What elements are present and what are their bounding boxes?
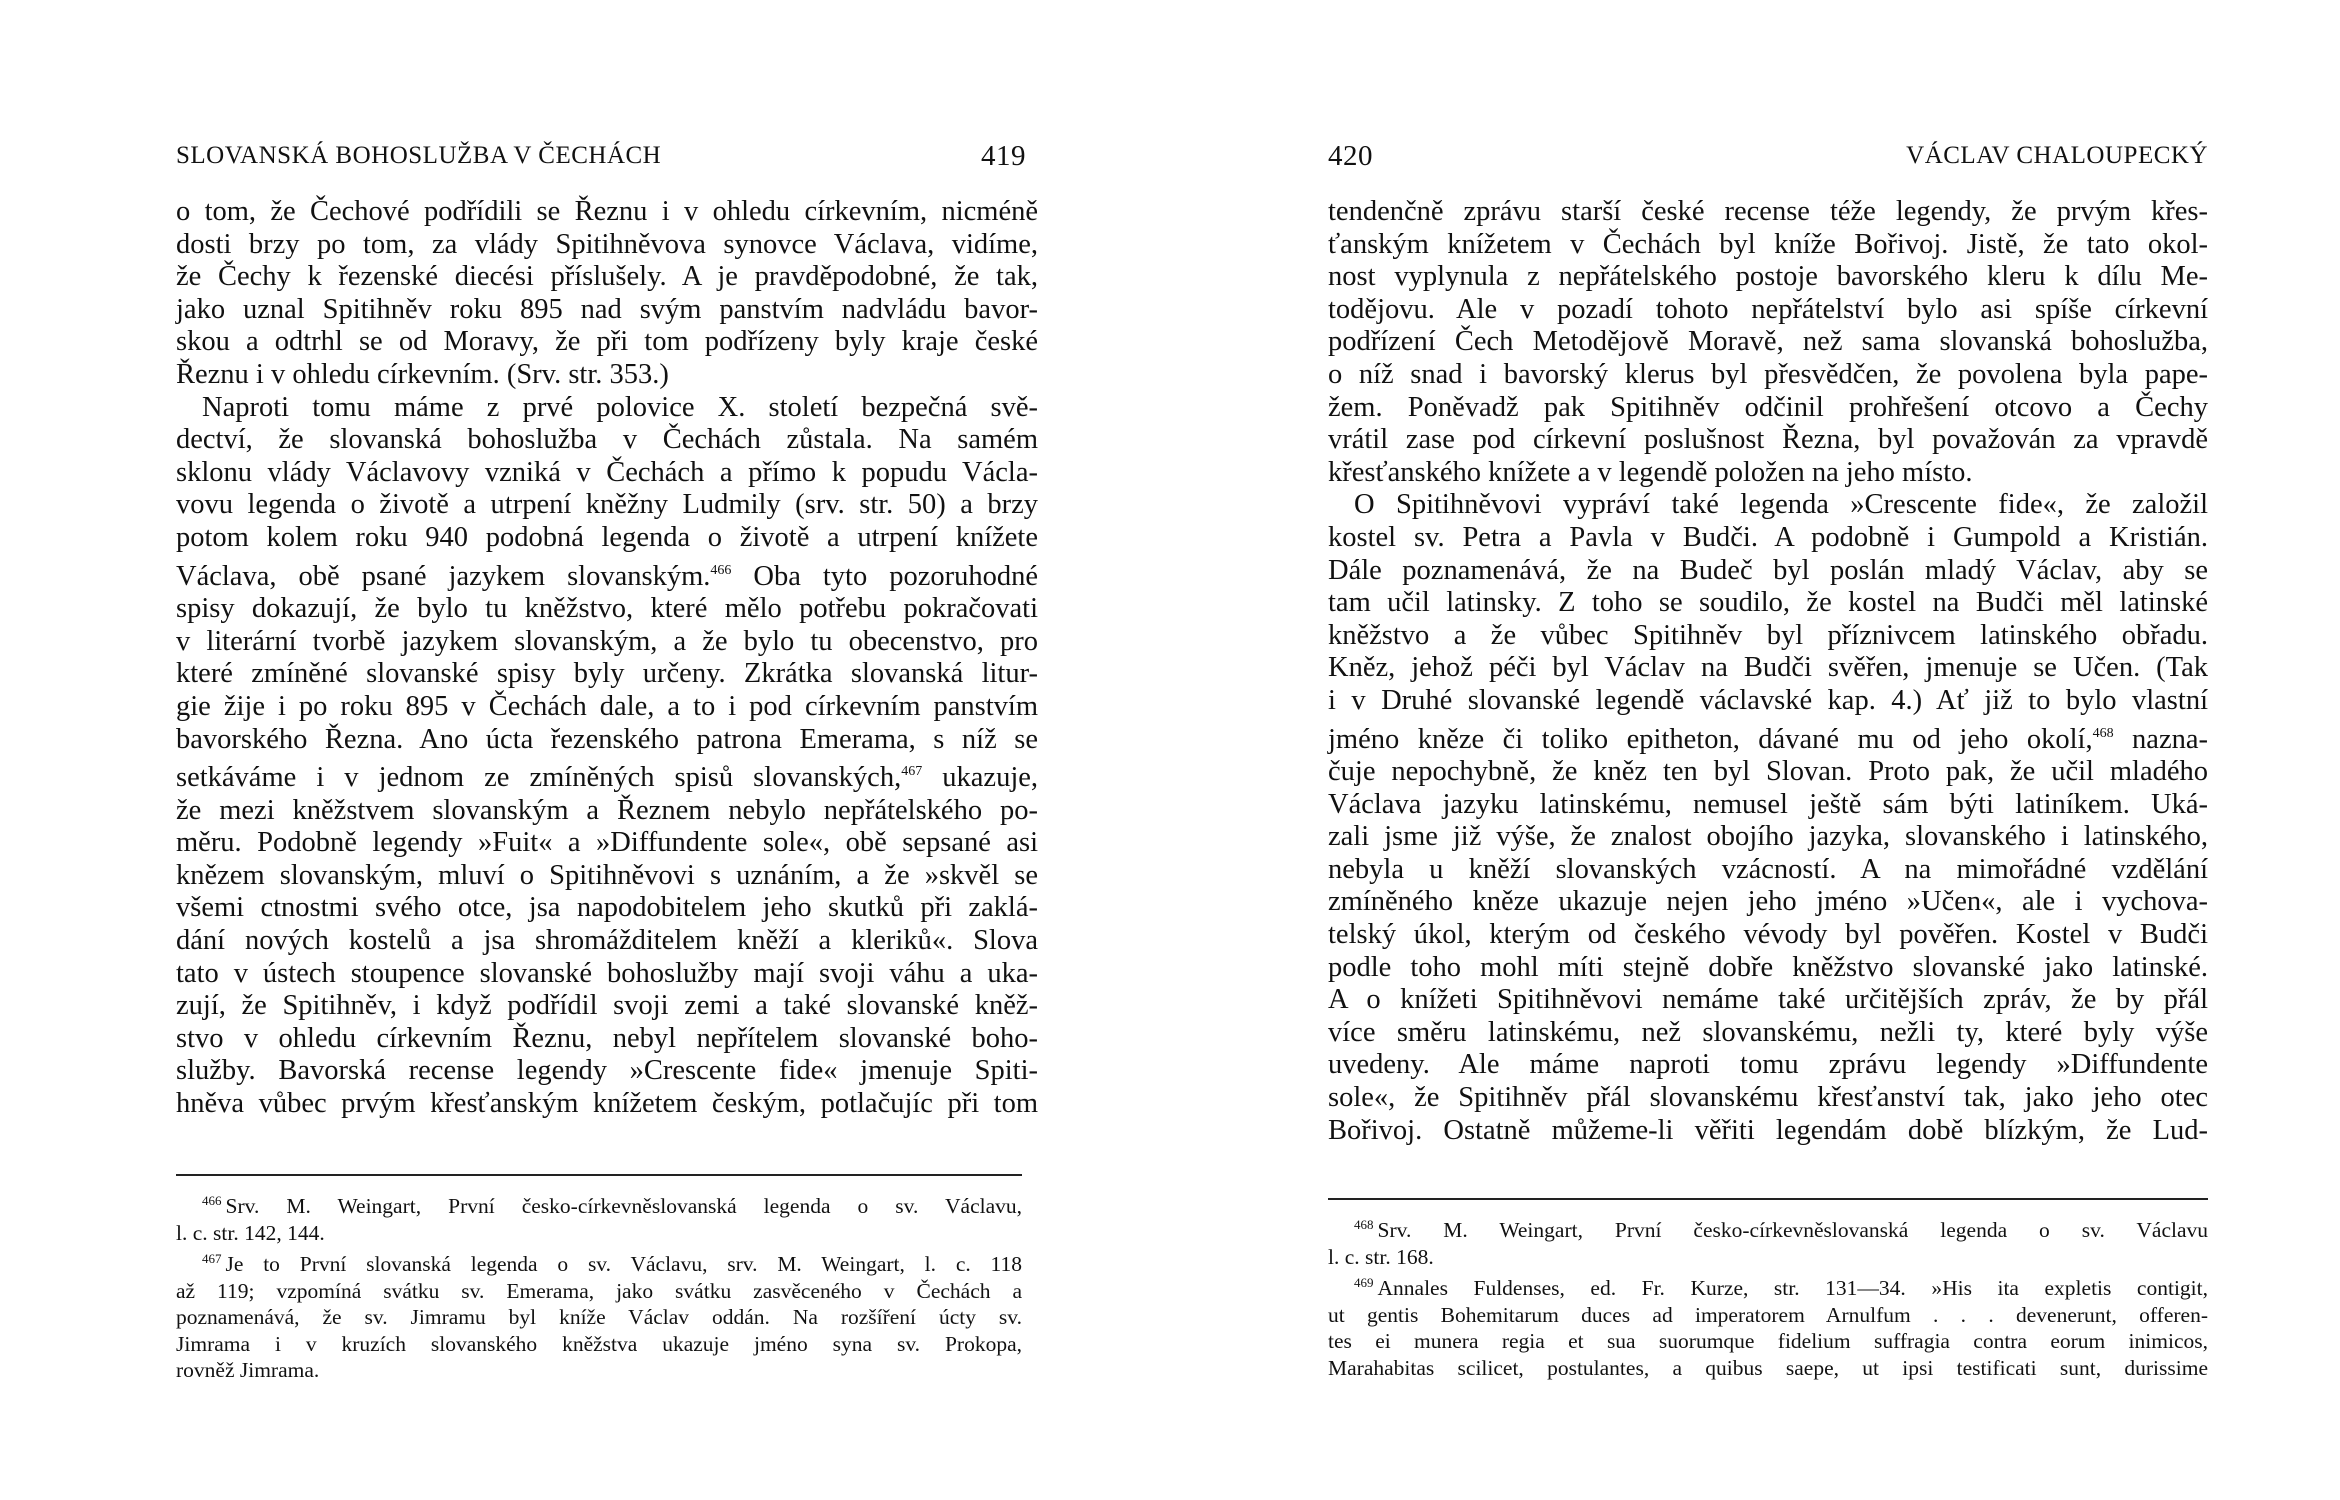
footnote-line xyxy=(1328,1244,2208,1271)
line-text: dectví, že slovanská bohoslužba v Čechách zůstala. Na samém xyxy=(176,424,1038,456)
text-line xyxy=(176,424,1038,457)
text-line xyxy=(176,892,1038,925)
text-line xyxy=(1328,652,2208,685)
right-page xyxy=(1328,0,2208,1500)
footnote-line xyxy=(1328,1302,2208,1329)
text-line xyxy=(1328,789,2208,822)
text-line xyxy=(1328,359,2208,392)
text-line xyxy=(1328,457,2208,490)
line-text: Dále poznamenává, že na Budeč byl poslán mladý Václav, aby se xyxy=(1328,554,2208,586)
text-line xyxy=(176,457,1038,490)
text-line xyxy=(1328,392,2208,425)
text-line xyxy=(176,555,1038,594)
text-line xyxy=(176,756,1038,795)
line-text: gie žije i po roku 895 v Čechách dale, a to i pod církevním panstvím xyxy=(176,690,1038,722)
text-line xyxy=(176,1088,1038,1121)
line-text: l. c. str. 168. xyxy=(1328,1244,1434,1269)
text-line xyxy=(1328,854,2208,887)
text-line xyxy=(1328,1017,2208,1050)
line-text: nebyla u kněží slovanských vzácností. A na mimořádné vzdělání xyxy=(1328,853,2208,885)
footnote-line xyxy=(176,1331,1022,1358)
line-text: dání nových kostelů a jsa shromážditelem kněží a kleriků«. Slova xyxy=(176,925,1038,957)
footnote-reference: 466 xyxy=(710,562,732,578)
text-line xyxy=(176,294,1038,327)
running-header xyxy=(1328,142,2208,178)
text-line xyxy=(176,1023,1038,1056)
line-text: až 119; vzpomíná svátku sv. Emerama, jako svátku zasvěceného v Čechách a xyxy=(176,1278,1022,1303)
line-text: žem. Poněvadž pak Spitihněv odčinil prohřešení otcovo a Čechy xyxy=(1328,391,2208,423)
line-text: o tom, že Čechové podřídili se Řeznu i v ohledu církevním, nicméně xyxy=(176,196,1038,227)
line-text: Srv. M. Weingart, První česko-církevněslovanská legenda o sv. Václavu, xyxy=(225,1194,1022,1218)
page-number: 419 xyxy=(981,140,1026,172)
text-line xyxy=(1328,685,2208,718)
line-text: že mezi kněžstvem slovanským a Řeznem nebylo nepřátelského po- xyxy=(176,794,1038,826)
text-line xyxy=(1328,952,2208,985)
text-line xyxy=(1328,756,2208,789)
text-line xyxy=(1328,424,2208,457)
footnote-reference: 467 xyxy=(901,764,923,780)
text-line xyxy=(176,1055,1038,1088)
line-text: spisy dokazují, že bylo tu kněžstvo, které mělo potřebu pokračovati xyxy=(176,593,1038,625)
line-text: podřízení Čech Metodějově Moravě, než sama slovanská bohoslužba, xyxy=(1328,326,2208,358)
line-text: zmíněného kněze ukazuje nejen jeho jméno »Učen«, ale i vychova- xyxy=(1328,886,2208,918)
text-line xyxy=(176,925,1038,958)
line-text: jméno kněze či toliko epitheton, dávané mu od jeho okolí, xyxy=(1328,723,2093,755)
text-line xyxy=(1328,555,2208,588)
footnote-line xyxy=(1328,1355,2208,1382)
line-text: hněva vůbec prvým křesťanským knížetem českým, potlačujíc při tom xyxy=(176,1088,1038,1120)
line-text: potom kolem roku 940 podobná legenda o životě a utrpení knížete xyxy=(176,521,1038,553)
line-text: podle toho mohl míti stejně dobře kněžstvo slovanské jako latinské. xyxy=(1328,951,2208,983)
text-line xyxy=(1328,522,2208,555)
line-text: Řeznu i v ohledu církevním. (Srv. str. 353.) xyxy=(176,358,669,390)
footnote-reference: 468 xyxy=(2092,725,2114,741)
left-page xyxy=(176,0,1038,1500)
line-text: dosti brzy po tom, za vlády Spitihněvova synovce Václava, vidíme, xyxy=(176,228,1038,260)
line-text: křesťanského knížete a v legendě položen na jeho místo. xyxy=(1328,456,1973,488)
line-text: zali jsme již výše, že znalost obojího jazyka, slovanského i latinského, xyxy=(1328,821,2208,853)
line-text: telský úkol, kterým od českého vévody byl pověřen. Kostel v Budči xyxy=(1328,919,2208,951)
line-text: všemi ctnostmi svého otce, jsa napodobitelem jeho skutků při zaklá- xyxy=(176,892,1038,924)
line-text: todějovu. Ale v pozadí tohoto nepřátelství bylo asi spíše církevní xyxy=(1328,293,2208,325)
line-text: tes ei munera regia et sua suorumque fidelium suffragia contra eorum inimicos, xyxy=(1328,1329,2208,1353)
footnote-number: 468 xyxy=(1354,1217,1374,1232)
footnote-line xyxy=(176,1278,1022,1305)
line-text: setkáváme i v jednom ze zmíněných spisů slovanských, xyxy=(176,762,902,794)
footnote-line xyxy=(1328,1212,2208,1244)
text-line xyxy=(1328,1082,2208,1115)
text-line xyxy=(176,392,1038,425)
text-line xyxy=(176,795,1038,828)
text-line xyxy=(176,658,1038,691)
text-line xyxy=(1328,1115,2208,1148)
line-text: Je to První slovanská legenda o sv. Václavu, srv. M. Weingart, l. c. 118 xyxy=(225,1252,1022,1276)
line-text: stvo v ohledu církevním Řeznu, nebyl nepřítelem slovanské boho- xyxy=(176,1022,1038,1054)
footnotes xyxy=(1328,1212,2208,1381)
line-text: více směru latinskému, než slovanskému, nežli ty, které byly výše xyxy=(1328,1016,2208,1048)
line-text: i v Druhé slovanské legendě václavské kap. 4.) Ať již to bylo vlastní xyxy=(1328,684,2208,716)
text-line xyxy=(1328,718,2208,757)
page-number: 420 xyxy=(1328,140,1373,172)
text-line xyxy=(176,593,1038,626)
line-text: tam učil latinsky. Z toho se soudilo, že kostel na Budči měl latinské xyxy=(1328,587,2208,619)
line-text: ut gentis Bohemitarum duces ad imperatorem Arnulfum . . . devenerunt, offeren- xyxy=(1328,1302,2208,1327)
text-line xyxy=(176,196,1038,229)
line-text: které zmíněné slovanské spisy byly určeny. Zkrátka slovanská litur- xyxy=(176,658,1038,690)
text-line xyxy=(176,522,1038,555)
line-text: vrátil zase pod církevní poslušnost Řezna, byl považován za vpravdě xyxy=(1328,424,2208,456)
line-text: vovu legenda o životě a utrpení kněžny Ludmily (srv. str. 50) a brzy xyxy=(176,489,1038,521)
line-text: v literární tvorbě jazykem slovanským, a že bylo tu obecenstvo, pro xyxy=(176,625,1038,657)
line-text: měru. Podobně legendy »Fuit« a »Diffundente sole«, obě sepsané asi xyxy=(176,827,1038,859)
line-text: sklonu vlády Václavovy vzniká v Čechách a přímo k popudu Václa- xyxy=(176,456,1038,488)
line-text: tato v ústech stoupence slovanské bohoslužby mají svoji váhu a uka- xyxy=(176,957,1038,989)
line-text: bavorského Řezna. Ano úcta řezenského patrona Emerama, s níž se xyxy=(176,723,1038,755)
footnote-line xyxy=(1328,1328,2208,1355)
text-line xyxy=(1328,620,2208,653)
line-text: l. c. str. 142, 144. xyxy=(176,1220,325,1245)
line-text: služby. Bavorská recense legendy »Crescente fide« jmenuje Spiti- xyxy=(176,1055,1038,1087)
running-head-title: SLOVANSKÁ BOHOSLUŽBA V ČECHÁCH xyxy=(176,142,662,169)
line-text: že Čechy k řezenské diecési příslušely. A je pravděpodobné, že tak, xyxy=(176,261,1038,293)
text-line xyxy=(1328,1049,2208,1082)
text-line xyxy=(1328,229,2208,262)
line-text: rovněž Jimrama. xyxy=(176,1358,320,1382)
text-line xyxy=(176,326,1038,359)
line-text: nost vyplynula z nepřátelského postoje bavorského kleru k dílu Me- xyxy=(1328,261,2208,293)
text-line xyxy=(1328,886,2208,919)
text-line xyxy=(1328,196,2208,229)
footnote-rule xyxy=(1328,1198,2208,1200)
footnote-line xyxy=(176,1357,1022,1384)
text-line xyxy=(1328,919,2208,952)
line-text: Oba tyto pozoruhodné xyxy=(731,560,1039,592)
line-text: Václava, obě psané jazykem slovanským. xyxy=(176,560,711,592)
line-text: O Spitihněvovi vypráví také legenda »Crescente fide«, že založil xyxy=(1354,489,2208,521)
footnotes xyxy=(176,1188,1022,1384)
text-line xyxy=(176,359,1038,392)
line-text: Naproti tomu máme z prvé polovice X. století bezpečná svě- xyxy=(202,391,1038,423)
line-text: jako uznal Spitihněv roku 895 nad svým panstvím nadvládu bavor- xyxy=(176,293,1038,325)
text-line xyxy=(176,626,1038,659)
text-line xyxy=(176,724,1038,757)
line-text: kněžstvo a že vůbec Spitihněv byl příznivcem latinského obřadu. xyxy=(1328,619,2208,651)
line-text: skou a odtrhl se od Moravy, že při tom podřízeny byly kraje české xyxy=(176,326,1038,358)
line-text: Marahabitas scilicet, postulantes, a quibus saepe, ut ipsi testificati sunt, durissime xyxy=(1328,1355,2208,1380)
footnote-number: 467 xyxy=(202,1251,222,1266)
line-text: Jimrama i v kruzích slovanského kněžstva ukazuje jméno syna sv. Prokopa, xyxy=(176,1331,1022,1356)
line-text: uvedeny. Ale máme naproti tomu zprávu legendy »Diffundente xyxy=(1328,1049,2208,1081)
line-text: Kněz, jehož péči byl Václav na Budči svěřen, jmenuje se Učen. (Tak xyxy=(1328,652,2208,684)
text-line xyxy=(1328,489,2208,522)
line-text: Srv. M. Weingart, První česko-církevněslovanská legenda o sv. Václavu xyxy=(1377,1218,2208,1242)
line-text: ukazuje, xyxy=(922,762,1039,794)
text-line xyxy=(176,691,1038,724)
footnote-rule xyxy=(176,1174,1022,1176)
text-line xyxy=(176,827,1038,860)
line-text: o níž snad i bavorský klerus byl přesvědčen, že povolena byla pape- xyxy=(1328,358,2208,390)
line-text: nazna- xyxy=(2113,723,2208,755)
line-text: poznamenává, že sv. Jimramu byl kníže Václav oddán. Na rozšíření úcty sv. xyxy=(176,1305,1022,1329)
text-line xyxy=(1328,261,2208,294)
running-head-title: VÁCLAV CHALOUPECKÝ xyxy=(1906,142,2208,169)
line-text: ťanským knížetem v Čechách byl kníže Bořivoj. Jistě, že tato okol- xyxy=(1328,228,2208,260)
line-text: Bořivoj. Ostatně můžeme-li věřiti legendám době blízkým, že Lud- xyxy=(1328,1114,2208,1146)
footnote-line xyxy=(176,1304,1022,1331)
line-text: čuje nepochybně, že kněz ten byl Slovan. Proto pak, že učil mladého xyxy=(1328,756,2208,788)
footnote-line xyxy=(1328,1270,2208,1302)
text-line xyxy=(1328,821,2208,854)
footnote-line xyxy=(176,1188,1022,1220)
line-text: Václava jazyku latinskému, nemusel ještě sám býti latiníkem. Uká- xyxy=(1328,788,2208,820)
text-line xyxy=(176,489,1038,522)
text-line xyxy=(176,990,1038,1023)
text-line xyxy=(1328,294,2208,327)
line-text: A o knížeti Spitihněvovi nemáme také určitějších zpráv, že by přál xyxy=(1328,984,2208,1016)
body-text xyxy=(176,196,1038,1121)
footnote-number: 466 xyxy=(202,1193,222,1208)
line-text: Annales Fuldenses, ed. Fr. Kurze, str. 131—34. »His ita expletis contigit, xyxy=(1377,1276,2208,1300)
text-line xyxy=(176,958,1038,991)
text-line xyxy=(1328,587,2208,620)
line-text: zují, že Spitihněv, i když podřídil svoji zemi a také slovanské kněž- xyxy=(176,990,1038,1022)
footnote-line xyxy=(176,1246,1022,1278)
line-text: kostel sv. Petra a Pavla v Budči. A podobně i Gumpold a Kristián. xyxy=(1328,521,2208,553)
text-line xyxy=(176,229,1038,262)
line-text: knězem slovanským, mluví o Spitihněvovi s uznáním, a že »skvěl se xyxy=(176,859,1038,891)
footnote-number: 469 xyxy=(1354,1275,1374,1290)
running-header xyxy=(176,142,1038,178)
text-line xyxy=(176,261,1038,294)
text-line xyxy=(176,860,1038,893)
text-line xyxy=(1328,326,2208,359)
text-line xyxy=(1328,984,2208,1017)
line-text: sole«, že Spitihněv přál slovanskému křesťanství tak, jako jeho otec xyxy=(1328,1082,2208,1114)
body-text xyxy=(1328,196,2208,1147)
line-text: tendenčně zprávu starší české recense téže legendy, že prvým křes- xyxy=(1328,196,2208,227)
footnote-line xyxy=(176,1220,1022,1247)
